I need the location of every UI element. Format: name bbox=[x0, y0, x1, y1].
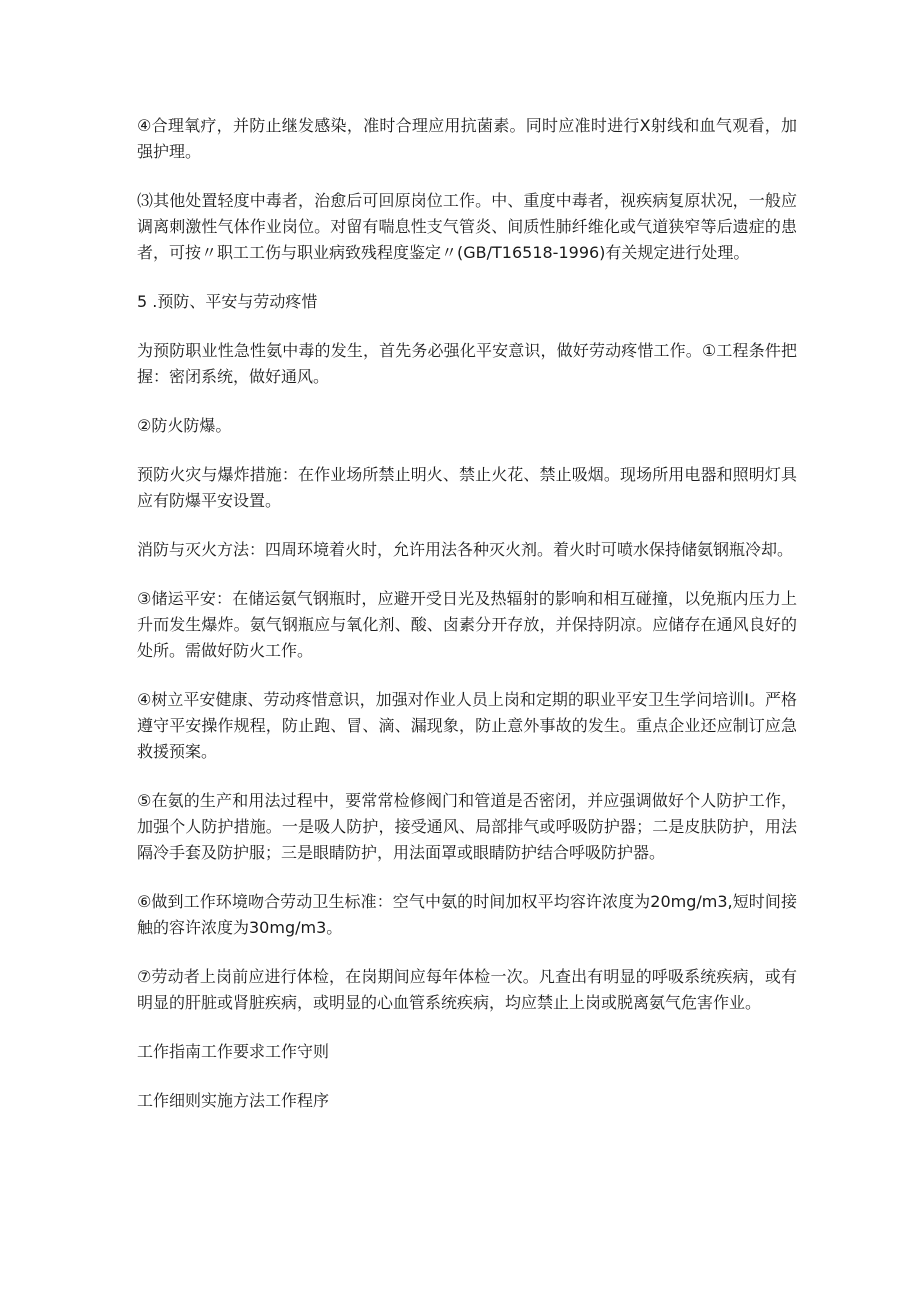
paragraph-fire-explosion: ②防火防爆。 bbox=[137, 416, 232, 435]
section-heading-prevention: 5 .预防、平安与劳动疼惜 bbox=[137, 292, 318, 311]
footer-line-rules: 工作细则实施方法工作程序 bbox=[137, 1091, 330, 1110]
paragraph-other-treatment: ⑶其他处置轻度中毒者，治愈后可回原岗位工作。中、重度中毒者，视疾病复原状况，一般应调离刺激性气体作业岗位。对留有喘息性支气管炎、间质性肺纤维化或气道狭窄等后遗症的患者，可按〃职工工伤与职业病致残程度鉴定〃(GB/T16518-1996)有关规定进行处理。 bbox=[137, 191, 797, 262]
paragraph-health-check: ⑦劳动者上岗前应进行体检，在岗期间应每年体检一次。凡查出有明显的呼吸系统疾病，或有明显的肝脏或肾脏疾病，或明显的心血管系统疾病，均应禁止上岗或脱离氨气危害作业。 bbox=[137, 967, 797, 1012]
document-body bbox=[137, 113, 797, 1137]
paragraph-firefighting-methods: 消防与灭火方法：四周环境着火时，允许用法各种灭火剂。着火时可喷水保持储氨钢瓶冷却。 bbox=[137, 540, 794, 559]
paragraph-personal-protection: ⑤在氨的生产和用法过程中，要常常检修阀门和管道是否密闭，并应强调做好个人防护工作，加强个人防护措施。一是吸人防护，接受通风、局部排气或呼吸防护器；二是皮肤防护，用法隔冷手套及防护服；三是眼睛防护，用法面罩或眼睛防护结合呼吸防护器。 bbox=[137, 791, 797, 862]
paragraph-oxygen-therapy: ④合理氧疗，并防止继发感染，准时合理应用抗菌素。同时应准时进行X射线和血气观看，加强护理。 bbox=[137, 116, 797, 161]
paragraph-safety-awareness: ④树立平安健康、劳动疼惜意识，加强对作业人员上岗和定期的职业平安卫生学问培训I。严格遵守平安操作规程，防止跑、冒、滴、漏现象，防止意外事故的发生。重点企业还应制订应急救援预案。 bbox=[137, 690, 797, 761]
paragraph-fire-prevention-measures: 预防火灾与爆炸措施：在作业场所禁止明火、禁止火花、禁止吸烟。现场所用电器和照明灯具应有防爆平安设置。 bbox=[137, 465, 797, 510]
footer-line-guide: 工作指南工作要求工作守则 bbox=[137, 1042, 330, 1061]
paragraph-prevention-intro: 为预防职业性急性氨中毒的发生，首先务必强化平安意识，做好劳动疼惜工作。①工程条件把握：密闭系统，做好通风。 bbox=[137, 341, 797, 386]
paragraph-storage-transport: ③储运平安：在储运氨气钢瓶时，应避开受日光及热辐射的影响和相互碰撞，以免瓶内压力上升而发生爆炸。氨气钢瓶应与氧化剂、酸、卤素分开存放，并保持阴凉。应储存在通风良好的处所。需做好防火工作。 bbox=[137, 589, 797, 660]
paragraph-hygiene-standard: ⑥做到工作环境吻合劳动卫生标准：空气中氨的时间加权平均容许浓度为20mg/m3,短时间接触的容许浓度为30mg/m3。 bbox=[137, 892, 797, 937]
